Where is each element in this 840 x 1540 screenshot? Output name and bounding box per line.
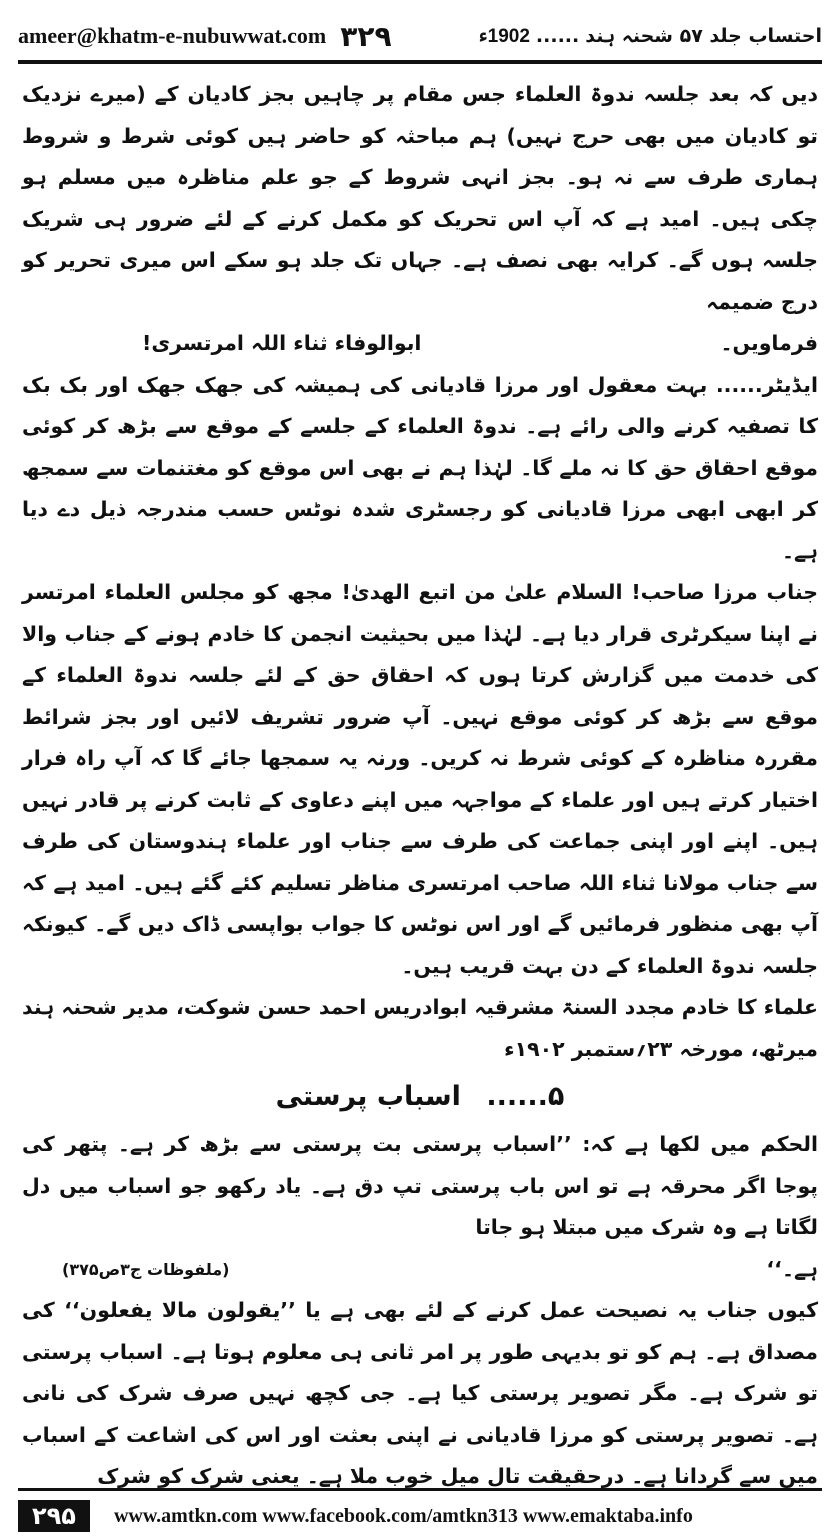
footer-urls: www.amtkn.com www.facebook.com/amtkn313 www.emaktaba.info (113, 1504, 693, 1527)
page-body (22, 74, 818, 1488)
reference: (ملفوظات ج۳ص۳۷۵) (62, 1259, 230, 1279)
paragraph-1: دیں کہ بعد جلسہ ندوۃ العلماء جس مقام پر چاہیں بجز کادیان کے (میرے نزدیک تو کادیان میں بھی حرج نہیں) ہم مباحثہ کو حاضر ہیں کوئی شرط و شروط ہماری طرف سے نہ ہو۔ بجز انہی شروط کے جو علم مناظرہ میں مسلم ہو چکی ہیں۔ امید ہے کہ آپ اس تحریک کو مکمل کرنے کے لئے ضرور ہی شریک جلسہ ہوں گے۔ کرایہ بھی نصف ہے۔ جہاں تک جلد ہو سکے اس میری تحریر کو درج ضمیمہ (22, 82, 818, 314)
signature: ابوالوفاء ثناء اللہ امرتسری! (142, 331, 422, 355)
section-heading (22, 1072, 818, 1122)
header-book-title: احتساب جلد ۵۷ شحنہ ہند (585, 25, 822, 47)
footer-rule (18, 1488, 822, 1491)
header-page-number: ۳۲۹ (340, 19, 392, 53)
paragraph-editor: ایڈیٹر...... بہت معقول اور مرزا قادیانی کی ہمیشہ کی جھک جھک اور بک بک کا تصفیہ کرنے والی رائے ہے۔ ندوۃ العلماء کے جلسے کے موقع سے بڑھ کر کوئی موقع احقاق حق کا نہ ملے گا۔ لہٰذا ہم نے بھی اس موقع کو مغتنمات سے سمجھ کر ابھی ابھی مرزا قادیانی کو رجسٹری شدہ نوٹس حسب مندرجہ ذیل دے دیا ہے۔ (22, 372, 818, 563)
closing-line: علماء کا خادم مجدد السنۃ مشرقیہ ابوادریس احمد حسن شوکت، مدیر شحنہ ہند میرٹھ، مورخہ ۲۳؍ستمبر ۱۹۰۲ء (22, 995, 818, 1061)
section-number: ۵...... (486, 1081, 565, 1112)
header-dots: ...... (535, 25, 580, 47)
paragraph-quote: الحکم میں لکھا ہے کہ: ’’اسباب پرستی بت پرستی سے بڑھ کر ہے۔ پتھر کی پوجا اگر محرقہ ہے تو اس باب پرستی تپ دق ہے۔ یاد رکھو جو اسباب میں دل لگاتا ہے وہ شرک میں مبتلا ہو جاتا (22, 1132, 818, 1239)
header-rule (18, 60, 822, 64)
footer-page-number: ۲۹۵ (18, 1500, 90, 1532)
header-left (18, 20, 392, 53)
section-title: اسباب پرستی (275, 1081, 461, 1112)
page-header (18, 14, 822, 58)
paragraph-notice: جناب مرزا صاحب! السلام علیٰ من اتبع الھدیٰ! مجھ کو مجلس العلماء امرتسر نے اپنا سیکرٹری قرار دیا ہے۔ لہٰذا میں بحیثیت انجمن کا خادم ہونے کے جناب والا کی خدمت میں گزارش کرتا ہوں کہ احقاق حق کے لئے جلسہ ندوۃ العلماء کے موقع سے بڑھ کر کوئی موقع نہیں۔ آپ ضرور تشریف لائیں اور بجز شرائط مقررہ مناظرہ کے کوئی شرط نہ کریں۔ ورنہ یہ سمجھا جائے گا کہ آپ راہ فرار اختیار کرتے ہیں اور علماء کے مواجہہ میں اپنے دعاوی کے ثابت کرنے پر قادر نہیں ہیں۔ اپنے اور اپنی جماعت کی طرف سے جناب اور علماء ہندوستان کی طرف سے جناب مولانا ثناء اللہ صاحب امرتسری مناظر تسلیم کئے گئے ہیں۔ امید ہے کہ آپ بھی منظور فرمائیں گے اور اس نوٹس کا جواب بواپسی ڈاک دیں گے۔ کیونکہ جلسہ ندوۃ العلماء کے دن بہت قریب ہیں۔ (22, 580, 818, 978)
reference-line (22, 1249, 818, 1291)
header-right (479, 25, 822, 48)
header-year: 1902ء (478, 25, 530, 47)
header-email: ameer@khatm-e-nubuwwat.com (18, 23, 327, 48)
page-footer (18, 1498, 822, 1534)
signature-line (22, 323, 818, 365)
paragraph-commentary: کیوں جناب یہ نصیحت عمل کرنے کے لئے بھی ہے یا ’’یقولون مالا یفعلون‘‘ کی مصداق ہے۔ ہم کو تو بدیہی طور پر امر ثانی ہی معلوم ہوتا ہے۔ اسباب پرستی تو شرک ہے۔ مگر تصویر پرستی کیا ہے۔ جی کچھ نہیں صرف شرک کی نانی ہے۔ تصویر پرستی کو مرزا قادیانی نے اپنی بعثت اور اس کی اشاعت کے اسباب میں سے گردانا ہے۔ درحقیقت تال میل خوب ملا ہے۔ یعنی شرک کو شرک (22, 1298, 818, 1488)
paragraph-quote-end: ہے۔‘‘ (766, 1256, 818, 1281)
paragraph-1-end: فرماویں۔ (720, 331, 818, 355)
